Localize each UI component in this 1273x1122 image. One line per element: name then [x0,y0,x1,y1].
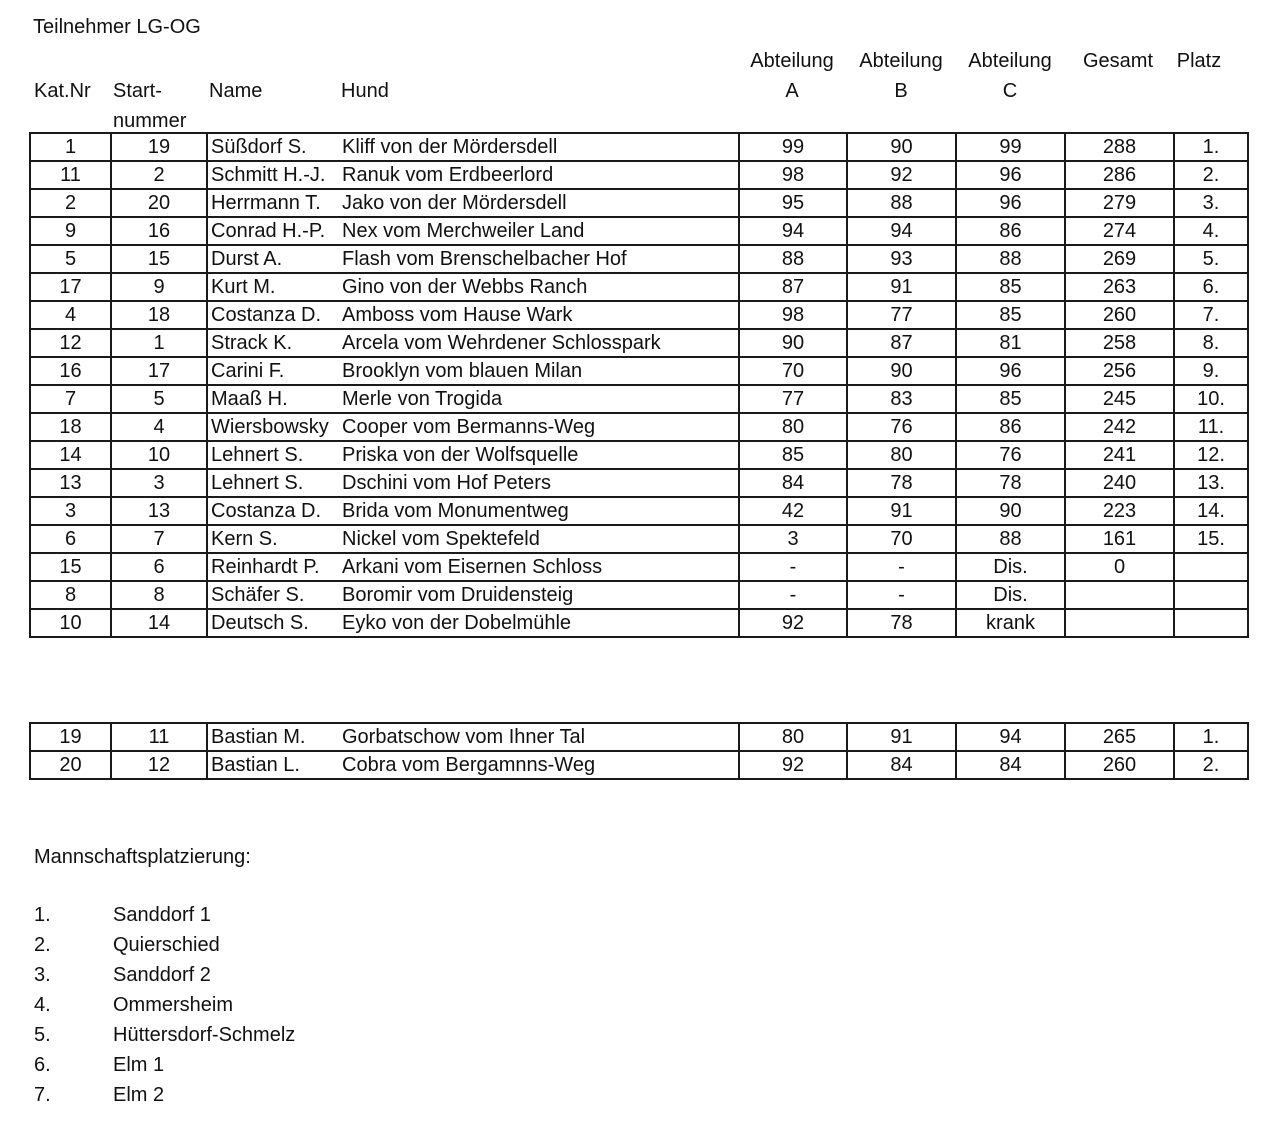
kat-nr-cell: 4 [30,301,111,329]
table-row [30,301,1248,329]
kat-nr-cell: 7 [30,385,111,413]
dog-name-cell: Nex vom Merchweiler Land [339,217,739,245]
name-cell: Reinhardt P. [207,553,339,581]
start-nr-cell: 13 [111,497,207,525]
start-nr-cell: 17 [111,357,207,385]
abteilung-c-cell: krank [956,609,1065,637]
dog-name-cell: Priska von der Wolfsquelle [339,441,739,469]
dog-name-cell: Amboss vom Hause Wark [339,301,739,329]
gesamt-cell: 269 [1065,245,1174,273]
abteilung-b-cell: 80 [847,441,956,469]
name-cell: Kurt M. [207,273,339,301]
start-nr-cell: 11 [111,723,207,751]
platz-cell: 5. [1174,245,1248,273]
kat-nr-cell: 15 [30,553,111,581]
start-nr-cell: 18 [111,301,207,329]
team-name: Hüttersdorf-Schmelz [113,1024,296,1046]
dog-name-cell: Gorbatschow vom Ihner Tal [339,723,739,751]
name-cell: Conrad H.-P. [207,217,339,245]
table-row [30,469,1248,497]
gesamt-cell: 279 [1065,189,1174,217]
abteilung-b-cell: 70 [847,525,956,553]
start-nr-cell: 9 [111,273,207,301]
platz-cell: 14. [1174,497,1248,525]
name-cell: Wiersbowsky [207,413,339,441]
start-nr-cell: 5 [111,385,207,413]
page-title: Teilnehmer LG-OG [33,16,201,38]
dog-name-cell: Brooklyn vom blauen Milan [339,357,739,385]
abteilung-b-cell: 83 [847,385,956,413]
abteilung-b-cell: - [847,581,956,609]
platz-cell [1174,553,1248,581]
abteilung-b-cell: 76 [847,413,956,441]
abteilung-a-cell: 87 [739,273,847,301]
abteilung-b-cell: 94 [847,217,956,245]
table-row [30,441,1248,469]
name-cell: Kern S. [207,525,339,553]
kat-nr-cell: 5 [30,245,111,273]
abteilung-a-cell: 77 [739,385,847,413]
kat-nr-cell: 6 [30,525,111,553]
table-row [30,189,1248,217]
platz-cell: 3. [1174,189,1248,217]
abteilung-a-cell: 94 [739,217,847,245]
gesamt-cell: 242 [1065,413,1174,441]
name-cell: Süßdorf S. [207,133,339,161]
header-gesamt: Gesamt [1082,50,1154,72]
team-name: Sanddorf 1 [113,904,211,926]
table-row [30,525,1248,553]
gesamt-cell: 245 [1065,385,1174,413]
abteilung-b-cell: 78 [847,469,956,497]
table-row [30,553,1248,581]
abteilung-a-cell: 80 [739,413,847,441]
abteilung-a-cell: 90 [739,329,847,357]
abteilung-c-cell: 88 [956,245,1065,273]
gesamt-cell: 260 [1065,301,1174,329]
abteilung-a-cell: 42 [739,497,847,525]
header-name: Name [209,80,263,102]
start-nr-cell: 7 [111,525,207,553]
team-rank: 7. [34,1084,51,1106]
abteilung-c-cell: 96 [956,161,1065,189]
kat-nr-cell: 19 [30,723,111,751]
dog-name-cell: Nickel vom Spektefeld [339,525,739,553]
team-rank: 3. [34,964,51,986]
platz-cell [1174,609,1248,637]
dog-name-cell: Brida vom Monumentweg [339,497,739,525]
header-abteilung-a-line2: A [785,80,799,102]
table-row [30,245,1248,273]
abteilung-c-cell: 85 [956,273,1065,301]
name-cell: Lehnert S. [207,469,339,497]
platz-cell: 2. [1174,751,1248,779]
header-hund: Hund [341,80,389,102]
platz-cell: 6. [1174,273,1248,301]
gesamt-cell: 288 [1065,133,1174,161]
team-name: Ommersheim [113,994,234,1016]
platz-cell: 9. [1174,357,1248,385]
gesamt-cell: 161 [1065,525,1174,553]
start-nr-cell: 3 [111,469,207,497]
team-name: Sanddorf 2 [113,964,211,986]
abteilung-c-cell: 90 [956,497,1065,525]
abteilung-b-cell: 90 [847,133,956,161]
team-name: Quierschied [113,934,220,956]
start-nr-cell: 8 [111,581,207,609]
platz-cell: 10. [1174,385,1248,413]
start-nr-cell: 16 [111,217,207,245]
dog-name-cell: Eyko von der Dobelmühle [339,609,739,637]
gesamt-cell: 258 [1065,329,1174,357]
kat-nr-cell: 10 [30,609,111,637]
platz-cell: 7. [1174,301,1248,329]
name-cell: Costanza D. [207,301,339,329]
start-nr-cell: 10 [111,441,207,469]
start-nr-cell: 1 [111,329,207,357]
abteilung-b-cell: 88 [847,189,956,217]
abteilung-c-cell: Dis. [956,581,1065,609]
gesamt-cell: 263 [1065,273,1174,301]
name-cell: Deutsch S. [207,609,339,637]
platz-cell: 1. [1174,133,1248,161]
platz-cell: 15. [1174,525,1248,553]
gesamt-cell: 265 [1065,723,1174,751]
kat-nr-cell: 3 [30,497,111,525]
table-row [30,581,1248,609]
abteilung-a-cell: 98 [739,301,847,329]
start-nr-cell: 20 [111,189,207,217]
platz-cell: 13. [1174,469,1248,497]
name-cell: Bastian M. [207,723,339,751]
abteilung-a-cell: - [739,581,847,609]
abteilung-c-cell: 86 [956,413,1065,441]
kat-nr-cell: 18 [30,413,111,441]
header-startnummer-line2: nummer [113,110,187,132]
abteilung-a-cell: 92 [739,751,847,779]
header-abteilung-c-line1: Abteilung [968,50,1052,72]
table-row [30,385,1248,413]
gesamt-cell: 0 [1065,553,1174,581]
start-nr-cell: 2 [111,161,207,189]
start-nr-cell: 12 [111,751,207,779]
table-row [30,133,1248,161]
team-rank: 4. [34,994,51,1016]
abteilung-a-cell: - [739,553,847,581]
kat-nr-cell: 11 [30,161,111,189]
name-cell: Strack K. [207,329,339,357]
start-nr-cell: 14 [111,609,207,637]
abteilung-a-cell: 84 [739,469,847,497]
start-nr-cell: 4 [111,413,207,441]
table-row [30,329,1248,357]
team-rank: 2. [34,934,51,956]
abteilung-b-cell: 87 [847,329,956,357]
abteilung-a-cell: 92 [739,609,847,637]
header-abteilung-c-line2: C [1002,80,1018,102]
abteilung-b-cell: 91 [847,273,956,301]
team-ranking-title: Mannschaftsplatzierung: [34,846,251,868]
kat-nr-cell: 17 [30,273,111,301]
abteilung-a-cell: 80 [739,723,847,751]
dog-name-cell: Kliff von der Mördersdell [339,133,739,161]
abteilung-a-cell: 3 [739,525,847,553]
platz-cell: 2. [1174,161,1248,189]
abteilung-b-cell: 93 [847,245,956,273]
table-row [30,161,1248,189]
header-startnummer-line1: Start- [113,80,162,102]
dog-name-cell: Arcela vom Wehrdener Schlosspark [339,329,739,357]
table-row [30,723,1248,751]
header-abteilung-a-line1: Abteilung [750,50,834,72]
abteilung-b-cell: 90 [847,357,956,385]
gesamt-cell: 241 [1065,441,1174,469]
gesamt-cell [1065,581,1174,609]
team-rank: 6. [34,1054,51,1076]
abteilung-a-cell: 99 [739,133,847,161]
abteilung-a-cell: 98 [739,161,847,189]
abteilung-b-cell: 77 [847,301,956,329]
abteilung-c-cell: 96 [956,357,1065,385]
abteilung-b-cell: 92 [847,161,956,189]
kat-nr-cell: 2 [30,189,111,217]
abteilung-c-cell: 99 [956,133,1065,161]
platz-cell: 4. [1174,217,1248,245]
dog-name-cell: Ranuk vom Erdbeerlord [339,161,739,189]
abteilung-b-cell: 84 [847,751,956,779]
kat-nr-cell: 8 [30,581,111,609]
gesamt-cell: 274 [1065,217,1174,245]
gesamt-cell: 256 [1065,357,1174,385]
dog-name-cell: Merle von Trogida [339,385,739,413]
table-row [30,413,1248,441]
dog-name-cell: Jako von der Mördersdell [339,189,739,217]
gesamt-cell: 260 [1065,751,1174,779]
abteilung-b-cell: 78 [847,609,956,637]
start-nr-cell: 15 [111,245,207,273]
dog-name-cell: Arkani vom Eisernen Schloss [339,553,739,581]
table-row [30,609,1248,637]
table-row [30,217,1248,245]
abteilung-a-cell: 85 [739,441,847,469]
kat-nr-cell: 16 [30,357,111,385]
start-nr-cell: 19 [111,133,207,161]
name-cell: Schäfer S. [207,581,339,609]
header-abteilung-b-line2: B [894,80,908,102]
abteilung-b-cell: - [847,553,956,581]
abteilung-c-cell: 78 [956,469,1065,497]
name-cell: Bastian L. [207,751,339,779]
start-nr-cell: 6 [111,553,207,581]
name-cell: Schmitt H.-J. [207,161,339,189]
kat-nr-cell: 14 [30,441,111,469]
team-rank: 1. [34,904,51,926]
header-abteilung-b-line1: Abteilung [859,50,943,72]
team-rank: 5. [34,1024,51,1046]
platz-cell: 1. [1174,723,1248,751]
abteilung-c-cell: 81 [956,329,1065,357]
table-row [30,357,1248,385]
header-platz: Platz [1176,50,1222,72]
kat-nr-cell: 1 [30,133,111,161]
abteilung-c-cell: Dis. [956,553,1065,581]
dog-name-cell: Dschini vom Hof Peters [339,469,739,497]
abteilung-c-cell: 96 [956,189,1065,217]
gesamt-cell: 286 [1065,161,1174,189]
name-cell: Durst A. [207,245,339,273]
abteilung-c-cell: 84 [956,751,1065,779]
dog-name-cell: Gino von der Webbs Ranch [339,273,739,301]
name-cell: Herrmann T. [207,189,339,217]
abteilung-c-cell: 85 [956,301,1065,329]
name-cell: Lehnert S. [207,441,339,469]
platz-cell: 12. [1174,441,1248,469]
dog-name-cell: Cobra vom Bergamnns-Weg [339,751,739,779]
name-cell: Maaß H. [207,385,339,413]
dog-name-cell: Cooper vom Bermanns-Weg [339,413,739,441]
table-row [30,751,1248,779]
youth-results-table [29,722,1249,780]
header-katnr: Kat.Nr [34,80,91,102]
abteilung-c-cell: 86 [956,217,1065,245]
results-table [29,132,1249,638]
kat-nr-cell: 13 [30,469,111,497]
kat-nr-cell: 9 [30,217,111,245]
kat-nr-cell: 12 [30,329,111,357]
abteilung-c-cell: 88 [956,525,1065,553]
gesamt-cell: 240 [1065,469,1174,497]
abteilung-b-cell: 91 [847,497,956,525]
name-cell: Costanza D. [207,497,339,525]
team-name: Elm 2 [113,1084,165,1106]
abteilung-c-cell: 85 [956,385,1065,413]
platz-cell: 8. [1174,329,1248,357]
abteilung-b-cell: 91 [847,723,956,751]
abteilung-c-cell: 76 [956,441,1065,469]
abteilung-a-cell: 70 [739,357,847,385]
dog-name-cell: Flash vom Brenschelbacher Hof [339,245,739,273]
platz-cell [1174,581,1248,609]
name-cell: Carini F. [207,357,339,385]
abteilung-a-cell: 95 [739,189,847,217]
team-name: Elm 1 [113,1054,165,1076]
gesamt-cell: 223 [1065,497,1174,525]
platz-cell: 11. [1174,413,1248,441]
table-row [30,497,1248,525]
kat-nr-cell: 20 [30,751,111,779]
dog-name-cell: Boromir vom Druidensteig [339,581,739,609]
table-row [30,273,1248,301]
abteilung-a-cell: 88 [739,245,847,273]
abteilung-c-cell: 94 [956,723,1065,751]
gesamt-cell [1065,609,1174,637]
